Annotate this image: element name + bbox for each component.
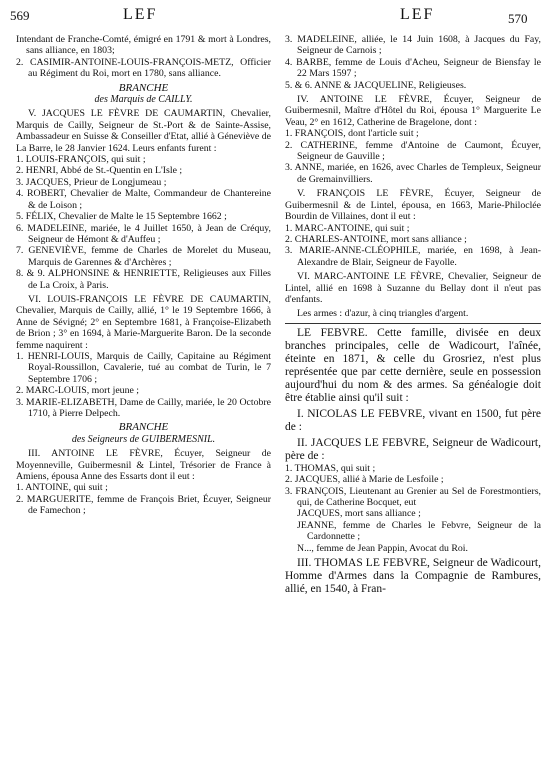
list-item: N..., femme de Jean Pappin, Avocat du Roi.: [297, 542, 468, 554]
list-item: 2. MARGUERITE, femme de François Briet, Écuyer, Seigneur de Famechon ;: [16, 493, 271, 517]
list-item: 6. MADELEINE, mariée, le 4 Juillet 1650, à Jean de Créquy, Seigneur de Hémont & d'Auffeu ;: [16, 222, 271, 245]
right-column: [285, 34, 541, 596]
list-item: JEANNE, femme de Charles le Febvre, Seigneur de la Cardonnette ;: [297, 519, 541, 543]
paragraph: IV. ANTOINE LE FÈVRE, Écuyer, Seigneur de Guibermesnil, Maître d'Hôtel du Roi, épousa 1° Marguerite Le Veau, 2° en 1612, Catherine de Bragelone, dont :: [285, 94, 541, 128]
list-item: 5. & 6. ANNE & JACQUELINE, Religieuses.: [285, 79, 467, 91]
list-item: 7. GENEVIÈVE, femme de Charles de Morelet du Museau, Marquis de Garennes & d'Archères ;: [16, 245, 271, 268]
paragraph: VI. MARC-ANTOINE LE FÈVRE, Chevalier, Seigneur de Lintel, allié en 1698 à Suzanne du Bellay dont il n'eut pas d'enfants.: [285, 271, 541, 305]
list-item: 2. CATHERINE, femme d'Antoine de Caumont, Écuyer, Seigneur de Gauville ;: [285, 139, 541, 163]
paragraph: Intendant de Franche-Comté, émigré en 1791 & mort à Londres, sans alliance, en 1803;: [16, 34, 271, 57]
paragraph: VI. LOUIS-FRANÇOIS LE FÈVRE DE CAUMARTIN, Chevalier, Marquis de Cailly, allié, 1° le 19 Septembre 1666, à Anne de Sévigné; 2° en Septembre 1681, à Françoise-Elizabeth de Brion ; 3° en 1694, à Marie-Marguerite Baron. De la seconde femme naquirent :: [16, 293, 271, 351]
list-item: 8. & 9. ALPHONSINE & HENRIETTE, Religieuses aux Filles de La Croix, à Paris.: [16, 268, 271, 291]
paragraph: V. FRANÇOIS LE FÈVRE, Écuyer, Seigneur de Guibermesnil & de Lintel, épousa, en 1663, Marie-Philoclée Bourdin de Villaines, dont il eut :: [285, 188, 541, 223]
page-header: [0, 6, 553, 32]
list-item: 1. LOUIS-FRANÇOIS, qui suit ;: [16, 154, 146, 166]
section-subheading: des Seigneurs de GUIBERMESNIL.: [71, 433, 216, 445]
section-subheading: des Marquis de CAILLY.: [94, 94, 193, 106]
page-number-right: 570: [508, 11, 528, 26]
paragraph: I. NICOLAS LE FEBVRE, vivant en 1500, fut père de :: [285, 407, 541, 433]
list-item: 5. FÉLIX, Chevalier de Malte le 15 Septembre 1662 ;: [16, 211, 227, 223]
section-heading: BRANCHE: [118, 421, 169, 434]
paragraph: Les armes : d'azur, à cinq triangles d'argent.: [297, 308, 469, 320]
list-item: 1. FRANÇOIS, dont l'article suit ;: [285, 128, 419, 140]
list-item: 1. HENRI-LOUIS, Marquis de Cailly, Capitaine au Régiment Royal-Roussillon, Cavalerie, tué au combat de Turin, le 7 Septembre 1706 ;: [16, 350, 271, 385]
list-item: 3. ANNE, mariée, en 1626, avec Charles de Templeux, Seigneur de Gremainvilliers.: [285, 162, 541, 185]
list-item: 3. MARIE-ANNE-CLÉOPHILE, mariée, en 1698, à Jean-Alexandre de Blair, Seigneur de Fayolle.: [285, 245, 541, 268]
section-divider: [285, 323, 541, 324]
list-item: 2. CASIMIR-ANTOINE-LOUIS-FRANÇOIS-METZ, Officier au Régiment du Roi, mort en 1780, sans alliance.: [16, 56, 271, 80]
list-item: 4. BARBE, femme de Louis d'Acheu, Seigneur de Biensfay le 22 Mars 1597 ;: [285, 56, 541, 80]
list-item: JACQUES, mort sans alliance ;: [297, 508, 421, 520]
paragraph: V. JACQUES LE FÈVRE DE CAUMARTIN, Chevalier, Marquis de Cailly, Seigneur de St.-Port & de Sainte-Assise, Ambassadeur en Suisse & Conseiller d'Etat, allié à Géneviève de La Barre, le 28 Janvier 1624. Leurs enfants furent :: [16, 108, 271, 154]
list-item: 2. MARC-LOUIS, mort jeune ;: [16, 385, 139, 397]
running-head-right: LEF: [400, 6, 435, 23]
list-item: 3. FRANÇOIS, Lieutenant au Grenier au Sel de Forestmontiers, qui, de Catherine Bocquet, eut: [285, 485, 541, 508]
paragraph: III. THOMAS LE FEBVRE, Seigneur de Wadicourt, Homme d'Armes dans la Compagnie de Rambures, allié, en 1540, à Fran-: [285, 557, 541, 595]
list-item: 3. MADELEINE, alliée, le 14 Juin 1608, à Jacques du Fay, Seigneur de Carnois ;: [285, 34, 541, 57]
left-column: [16, 34, 271, 517]
list-item: 4. ROBERT, Chevalier de Malte, Commandeur de Chantereine & de Loison ;: [16, 188, 271, 211]
paragraph: III. ANTOINE LE FÈVRE, Écuyer, Seigneur de Moyenneville, Guibermesnil & Lintel, Trésorier de France à Amiens, épousa Anne des Essarts dont il eut :: [16, 448, 271, 483]
list-item: 2. JACQUES, allié à Marie de Lesfoile ;: [285, 474, 444, 486]
list-item: 2. HENRI, Abbé de St.-Quentin en L'Isle ;: [16, 165, 183, 177]
list-item: 3. JACQUES, Prieur de Longjumeau ;: [16, 176, 167, 188]
list-item: 1. MARC-ANTOINE, qui suit ;: [285, 222, 410, 234]
list-item: 2. CHARLES-ANTOINE, mort sans alliance ;: [285, 233, 467, 245]
list-item: 1. ANTOINE, qui suit ;: [16, 482, 108, 494]
list-item: 3. MARIE-ELIZABETH, Dame de Cailly, mariée, le 20 Octobre 1710, à Pierre Delpech.: [16, 396, 271, 419]
section-heading: BRANCHE: [118, 81, 169, 94]
page-number-left: 569: [10, 8, 30, 23]
list-item: 1. THOMAS, qui suit ;: [285, 462, 376, 474]
running-head-left: LEF: [123, 6, 158, 23]
paragraph: LE FEBVRE. Cette famille, divisée en deux branches principales, celle de Wadicourt, l'aînée, éteinte en 1871, & celle du Grosriez, n'est plus représentée que par cette dernière, seule en possession aujourd'hui du nom & des armes. Sa généalogie doit être établie ainsi qu'il suit :: [285, 326, 541, 404]
paragraph: II. JACQUES LE FEBVRE, Seigneur de Wadicourt, père de :: [285, 436, 541, 462]
